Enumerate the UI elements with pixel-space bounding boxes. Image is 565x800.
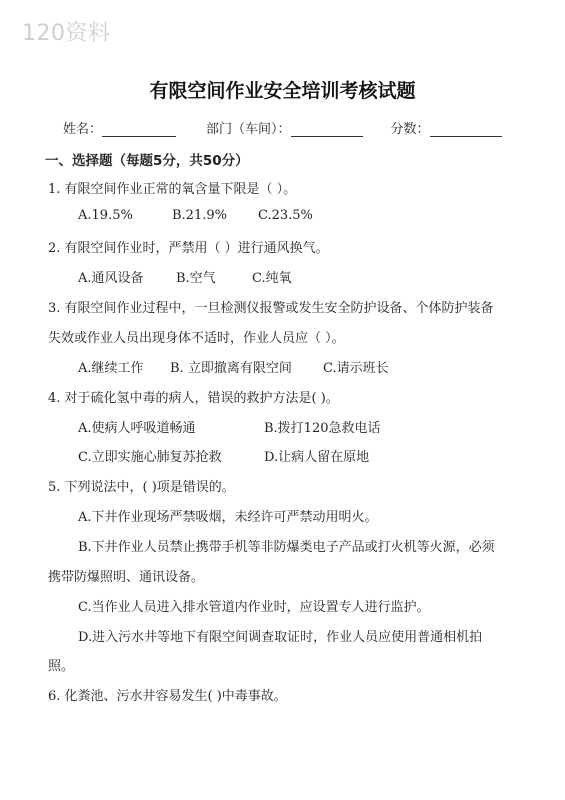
question-1-options — [78, 208, 313, 223]
question-5: 5. 下列说法中，( )项是错误的。 — [48, 480, 235, 495]
question-5-option-a: A.下井作业现场严禁吸烟，未经许可严禁动用明火。 — [78, 510, 378, 525]
info-row — [63, 118, 525, 137]
question-2-options — [78, 267, 292, 286]
option-c: C.纯氧 — [252, 271, 292, 286]
question-5-option-d-line-2: 照。 — [48, 659, 75, 674]
question-2: 2. 有限空间作业时，严禁用（ ）进行通风换气。 — [48, 241, 329, 256]
question-5-option-d-line-1: D.进入污水井等地下有限空间调查取证时，作业人员应使用普通相机拍 — [78, 630, 483, 645]
dept-blank — [291, 122, 363, 137]
question-3-line-1: 3. 有限空间作业过程中，一旦检测仪报警或发生安全防护设备、个体防护装备 — [48, 301, 494, 316]
option-b: B.空气 — [176, 271, 216, 286]
option-b: B.21.9% — [172, 208, 227, 223]
option-a: A.19.5% — [78, 208, 133, 223]
question-4: 4. 对于硫化氢中毒的病人，错误的救护方法是( )。 — [48, 391, 339, 406]
option-c: C.立即实施心肺复苏抢救 — [78, 450, 222, 465]
option-d: D.让病人留在原地 — [264, 450, 370, 465]
option-a: A.通风设备 — [78, 271, 144, 286]
name-label: 姓名： — [63, 122, 103, 137]
question-4-options-row-2 — [78, 446, 369, 465]
page-title: 有限空间作业安全培训考核试题 — [149, 80, 416, 102]
watermark: 120资料 — [22, 21, 111, 46]
name-field — [63, 118, 176, 137]
option-a: A.使病人呼吸道畅通 — [78, 421, 196, 436]
option-c: C.23.5% — [258, 208, 313, 223]
dept-field — [206, 118, 363, 137]
dept-label: 部门（车间）： — [206, 122, 291, 137]
question-5-option-b-line-1: B.下井作业人员禁止携带手机等非防爆类电子产品或打火机等火源，必须 — [78, 540, 495, 555]
question-1: 1. 有限空间作业正常的氧含量下限是（ ）。 — [48, 182, 297, 197]
section-heading: 一、选择题（每题5分，共50分） — [45, 153, 249, 169]
question-3-line-2: 失效或作业人员出现身体不适时，作业人员应（ ）。 — [48, 331, 345, 346]
score-label: 分数： — [390, 122, 430, 137]
question-5-option-b-line-2: 携带防爆照明、通讯设备。 — [48, 570, 205, 585]
question-5-option-c: C.当作业人员进入排水管道内作业时，应设置专人进行监护。 — [78, 600, 430, 615]
question-4-options-row-1 — [78, 417, 381, 436]
option-b: B.拨打120急救电话 — [264, 421, 381, 436]
score-blank — [430, 122, 502, 137]
question-3-options — [78, 357, 389, 376]
option-c: C.请示班长 — [323, 361, 389, 376]
option-b: B. 立即撤离有限空间 — [170, 361, 292, 376]
option-a: A.继续工作 — [78, 361, 144, 376]
score-field — [391, 118, 502, 137]
question-6: 6. 化粪池、污水井容易发生( )中毒事故。 — [48, 689, 287, 704]
name-blank — [102, 122, 176, 137]
